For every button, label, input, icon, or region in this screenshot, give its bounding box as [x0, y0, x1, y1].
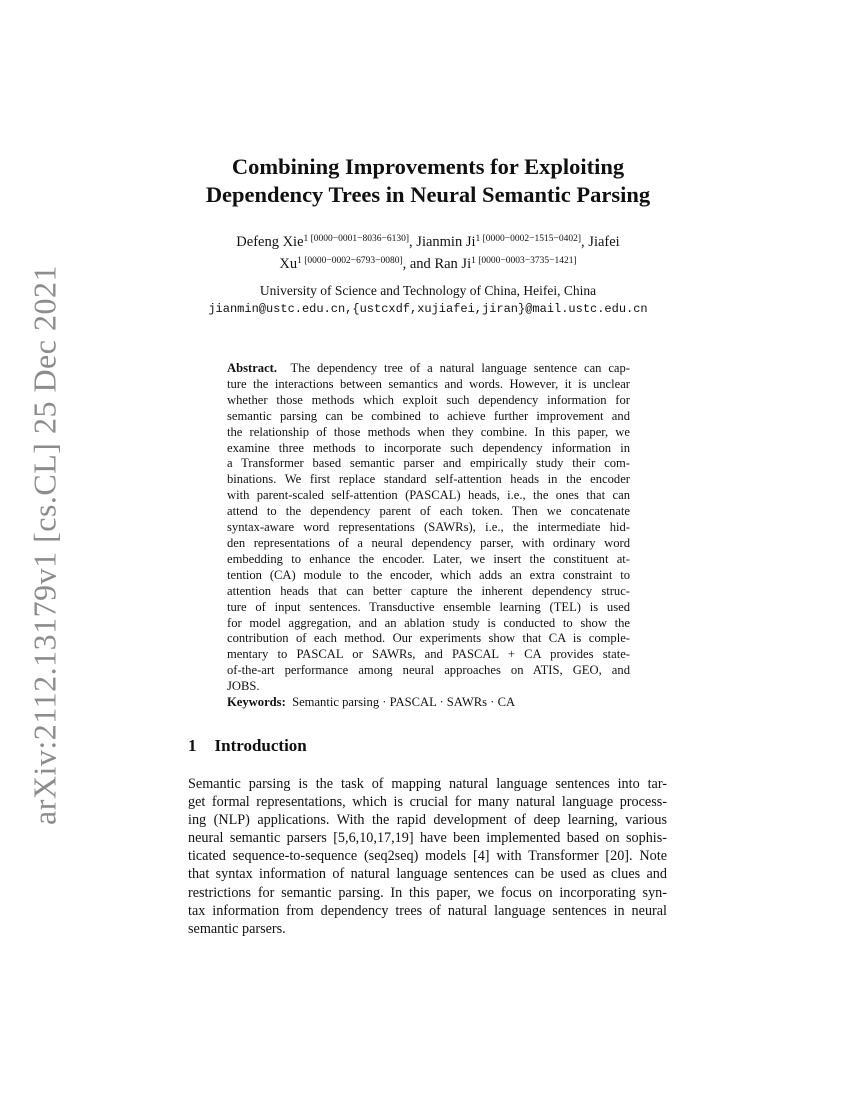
author-name: Jianmin Ji — [416, 234, 476, 250]
abstract-line: examine three methods to incorporate such dependency information in — [227, 440, 630, 455]
section-number: 1 — [188, 736, 197, 755]
author-emails[interactable]: jianmin@ustc.edu.cn,{ustcxdf,xujiafei,jiran}@mail.ustc.edu.cn — [208, 302, 648, 316]
affiliation-block — [150, 281, 706, 319]
abstract-line: ture of input sentences. Transductive ensemble learning (TEL) is used — [227, 599, 630, 614]
paragraph-line: get formal representations, which is crucial for many natural language process- — [188, 794, 667, 811]
affiliation: University of Science and Technology of China, Heifei, China — [259, 283, 597, 298]
abstract-line: binations. We first replace standard self-attention heads in the encoder — [227, 472, 630, 487]
abstract-line: whether those methods which exploit such dependency information for — [227, 392, 630, 407]
author-separator: , Jiafei — [581, 234, 620, 250]
orcid-id: 1 [0000−0003−3735−1421] — [471, 256, 577, 266]
title-line: Dependency Trees in Neural Semantic Parsing — [205, 182, 651, 207]
arxiv-identifier: arXiv:2112.13179v1 [cs.CL] 25 Dec 2021 — [26, 265, 63, 825]
section-title: Introduction — [214, 736, 307, 755]
abstract-line: contribution of each method. Our experiments show that CA is comple- — [227, 631, 630, 646]
abstract-line: embedding to enhance the encoder. Later, we insert the constituent at- — [227, 551, 630, 566]
title-line: Combining Improvements for Exploiting — [231, 154, 625, 179]
orcid-id: 1 [0000−0002−6793−0080] — [297, 256, 403, 266]
abstract-line: for model aggregation, and an ablation study is conducted to show the — [227, 615, 630, 630]
abstract-line: syntax-aware word representations (SAWRs), i.e., the intermediate hid- — [227, 520, 630, 535]
abstract-line: with parent-scaled self-attention (PASCAL) heads, i.e., the ones that can — [227, 488, 630, 503]
paragraph-line: ing (NLP) applications. With the rapid development of deep learning, various — [188, 812, 667, 829]
abstract-line: of-the-art performance among neural approaches on ATIS, GEO, and — [227, 663, 630, 678]
paragraph-line: semantic parsers. — [188, 920, 286, 937]
abstract-label: Abstract. — [227, 361, 278, 375]
abstract-line: mentary to PASCAL or SAWRs, and PASCAL + CA provides state- — [227, 647, 630, 662]
paragraph-line: that syntax information of natural language sentences can be used as clues and — [188, 866, 667, 883]
abstract-line: den representations of a neural dependency parser, with ordinary word — [227, 535, 630, 550]
author-separator: , — [409, 234, 417, 250]
author-line — [150, 253, 706, 275]
abstract-line: ture the interactions between semantics and words. However, it is unclear — [227, 376, 630, 391]
abstract-line — [227, 361, 630, 377]
abstract-line: attend to the dependency parent of each token. Then we concatenate — [227, 504, 630, 519]
author-list — [150, 231, 706, 275]
paragraph-line: ticated sequence-to-sequence (seq2seq) models [4] with Transformer [20]. Note — [188, 848, 667, 865]
abstract-line: tention (CA) module to the encoder, which adds an extra constraint to — [227, 567, 630, 582]
keywords-label: Keywords: — [227, 695, 286, 709]
abstract — [227, 361, 630, 695]
abstract-line: semantic parsing can be combined to achieve further improvement and — [227, 408, 630, 423]
paragraph-line: Semantic parsing is the task of mapping natural language sentences into tar- — [188, 776, 667, 792]
author-name: Xu — [279, 256, 298, 272]
abstract-line: a Transformer based semantic parser and empirically study their com- — [227, 456, 630, 471]
paragraph-line: tax information from dependency trees of natural language sentences in neural — [188, 902, 667, 919]
paragraph-line: neural semantic parsers [5,6,10,17,19] have been implemented based on sophis- — [188, 830, 667, 847]
abstract-line: the relationship of those methods when they combine. In this paper, we — [227, 424, 630, 439]
author-name: Ran Ji — [434, 256, 472, 272]
abstract-line: JOBS. — [227, 679, 260, 694]
author-separator: , and — [402, 256, 435, 272]
keywords-text: Semantic parsing · PASCAL · SAWRs · CA — [292, 695, 516, 709]
orcid-id: 1 [0000−0002−1515−0402] — [475, 234, 582, 244]
paragraph-line: restrictions for semantic parsing. In this paper, we focus on incorporating syn- — [188, 884, 667, 901]
paper-title — [150, 153, 706, 209]
introduction-paragraph — [188, 775, 667, 938]
author-name: Defeng Xie — [236, 234, 304, 250]
section-heading — [188, 736, 307, 756]
author-line — [150, 231, 706, 253]
orcid-id: 1 [0000−0001−8036−6130] — [303, 234, 410, 244]
abstract-text: The dependency tree of a natural language sentence can cap- — [290, 361, 630, 375]
keywords — [227, 694, 630, 710]
abstract-line: attention heads that can better capture the inherent dependency struc- — [227, 583, 630, 598]
